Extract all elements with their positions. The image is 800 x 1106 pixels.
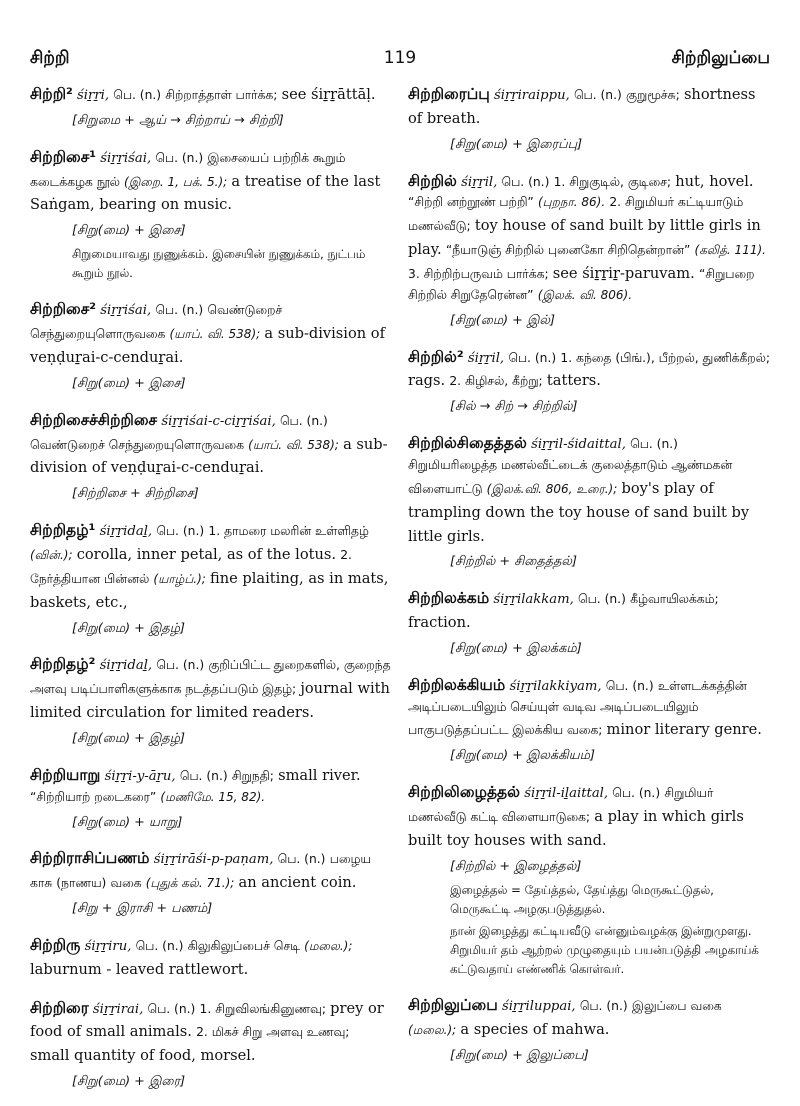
tamil-definition: 2. மிகச் சிறு அளவு உணவு; — [196, 1025, 350, 1040]
page-number: 119 — [383, 48, 417, 68]
part-of-speech: பெ. (n.) — [612, 786, 661, 801]
tamil-definition: 1. சிறுவிலங்கினுணவு; — [199, 1001, 326, 1016]
tamil-definition: 1. சிறுகுடில், குடிசை; — [553, 174, 672, 189]
source-reference: (மணிமே. 15, 82). — [160, 789, 266, 804]
tamil-definition: உள்ளடக்கத்தின் அடிப்படையிலும் செய்யுள் வடிவ அடிப்படையிலும் பாகுபடுத்தப்பட்ட இலக்கிய வகை; — [408, 678, 747, 738]
etymology: [சிறு(மை) + இலுப்பை] — [450, 1047, 589, 1063]
dictionary-entry — [408, 431, 770, 572]
right-column — [408, 82, 770, 1106]
headword: சிற்றிரு — [30, 935, 81, 954]
headword: சிற்றியாறு — [30, 765, 101, 784]
dictionary-entry — [30, 763, 392, 833]
english-definition: small quantity of food, morsel. — [30, 1047, 256, 1065]
english-definition: rags. — [408, 372, 446, 390]
transliteration: śiṟṟi-y-āṟu, — [104, 768, 176, 784]
etymology: [சிற்றிசை + சிற்றிசை] — [72, 486, 199, 502]
dictionary-entry — [30, 518, 392, 638]
etymology: [சிற்றில் + இழைத்தல்] — [450, 858, 582, 874]
headword: சிற்றில் — [408, 171, 457, 190]
tamil-definition: 2. சிறுமியர் கட்டியாடும் மணல்வீடு; — [408, 195, 744, 234]
quotation: “நீயாடுஞ் சிற்றில் புனைகோ சிறிதென்றான்” — [445, 243, 691, 258]
english-definition: boy's play of trampling down the toy house of sand built by little girls. — [408, 479, 750, 545]
headword: சிற்றிரைப்பு — [408, 85, 490, 103]
english-definition: hut, hovel. — [675, 172, 754, 190]
etymology: [சில் → சிற் → சிற்றில்] — [450, 399, 578, 415]
headword: சிற்றில்² — [408, 347, 464, 366]
tamil-definition: சிறுநதி; — [231, 768, 274, 783]
transliteration: śiṟṟil, — [467, 350, 505, 366]
dictionary-entry — [30, 297, 392, 393]
source-reference: (இலக். வி. 806). — [537, 287, 633, 302]
part-of-speech: பெ. (n.) — [578, 592, 626, 607]
dictionary-entry — [408, 586, 770, 659]
dictionary-entry — [30, 996, 392, 1092]
transliteration: śiṟṟiraippu, — [493, 88, 570, 103]
part-of-speech: பெ. (n.) — [573, 88, 622, 102]
dictionary-entry — [30, 933, 392, 982]
tamil-definition: வெண்டுறைச் செந்துறையுளொருவகை — [30, 437, 244, 452]
english-definition: a species of mahwa. — [460, 1020, 610, 1038]
source-reference: (மலை.); — [304, 938, 353, 953]
english-definition: shortness of breath. — [408, 86, 756, 127]
english-definition: a sub-division of veṇḍuṟai-c-cenduṟai. — [30, 325, 385, 367]
transliteration: śiṟṟil-iḻaittal, — [524, 786, 609, 802]
english-definition: a sub-division of veṇḍuṟai-c-cenduṟai. — [30, 435, 388, 477]
transliteration: śiṟṟiluppai, — [501, 999, 576, 1015]
headword: சிற்றிசைச்சிற்றிசை — [30, 410, 158, 429]
transliteration: śiṟṟil-śidaittal, — [531, 437, 626, 453]
usage-note: சிறுமையாவது நுணுக்கம். இசையின் நுணுக்கம், நுட்பம் கூறும் நூல். — [72, 247, 366, 281]
tamil-definition: 1. கந்தை (பிங்.), பீற்றல், துணிக்கீறல்; — [560, 350, 770, 365]
english-definition: minor literary genre. — [606, 721, 762, 739]
entry-columns — [30, 82, 770, 1106]
english-definition: corolla, inner petal, as of the lotus. — [76, 545, 337, 563]
headword: சிற்றிராசிப்பணம் — [30, 849, 150, 868]
english-definition: fine plaiting, as in mats, baskets, etc., — [30, 569, 389, 611]
source-reference: (புறநா. 86). — [537, 195, 606, 210]
etymology: [சிறு(மை) + இரை] — [72, 1074, 186, 1090]
english-definition: small river. — [278, 766, 361, 784]
etymology: [சிறு(மை) + யாறு] — [72, 814, 183, 830]
english-definition: see śiṟṟiṟ-paruvam. — [552, 264, 695, 282]
tamil-definition: கீழ்வாயிலக்கம்; — [630, 592, 719, 607]
etymology: [சிறு(மை) + இசை] — [72, 375, 186, 391]
quotation: “சிற்றியாற் றடைகரை” — [30, 789, 157, 804]
source-reference: (கலித். 111). — [694, 243, 766, 258]
transliteration: śiṟṟilakkiyam, — [509, 678, 602, 694]
part-of-speech: பெ. (n.) — [277, 852, 326, 867]
part-of-speech: பெ. (n.) — [605, 678, 654, 693]
english-definition: see śiṟṟāttāḷ. — [281, 86, 376, 103]
source-reference: (மலை.); — [408, 1022, 457, 1037]
source-reference: (யாழ்ப்.); — [153, 571, 206, 586]
headword: சிற்றிதழ்² — [30, 655, 96, 674]
english-definition: a play in which girls built toy houses with sand. — [408, 808, 744, 849]
transliteration: śiṟṟil, — [461, 174, 498, 190]
transliteration: śiṟṟirāśi-p-paṇam, — [153, 852, 274, 868]
source-reference: (புதுக் கல். 71.); — [145, 876, 235, 891]
tamil-definition: கிலுகிலுப்பைச் செடி — [187, 938, 300, 953]
part-of-speech: பெ. (n.) — [179, 768, 228, 783]
headword: சிற்றிசை² — [30, 300, 97, 319]
part-of-speech: பெ. (n.) — [279, 413, 328, 428]
dictionary-entry — [30, 145, 392, 284]
running-head-first-word: சிற்றி — [30, 48, 70, 68]
etymology: [சிறு(மை) + இல்] — [450, 312, 556, 328]
english-definition: tatters. — [546, 372, 601, 390]
headword: சிற்றிரை — [30, 998, 89, 1017]
running-head — [30, 42, 770, 82]
etymology: [சிறு + இராசி + பணம்] — [72, 901, 213, 917]
transliteration: śiṟṟilakkam, — [493, 592, 574, 608]
headword: சிற்றி² — [30, 85, 73, 103]
source-reference: (யாப். வி. 538); — [169, 327, 261, 342]
source-reference: (யாப். வி. 538); — [248, 437, 339, 452]
tamil-definition: 3. சிற்றிற்பருவம் பார்க்க; — [408, 266, 549, 281]
tamil-definition: 2. நேர்த்தியான பின்னல் — [30, 547, 352, 586]
part-of-speech: பெ. (n.) — [113, 88, 162, 102]
running-head-last-word: சிற்றிலுப்பை — [671, 48, 770, 68]
headword: சிற்றில்சிதைத்தல் — [408, 434, 527, 453]
dictionary-entry — [408, 993, 770, 1066]
part-of-speech: பெ. (n.) — [579, 999, 628, 1014]
transliteration: śiṟṟiśai, — [100, 303, 152, 319]
english-definition: laburnum - leaved rattlewort. — [30, 960, 249, 978]
transliteration: śiṟṟi, — [77, 88, 110, 103]
english-definition: a treatise of the last Saṅgam, bearing on music. — [30, 172, 381, 214]
transliteration: śiṟṟirai, — [92, 1001, 144, 1017]
part-of-speech: பெ. (n.) — [155, 303, 204, 318]
headword: சிற்றிலுப்பை — [408, 996, 498, 1015]
tamil-definition: பழைய காசு (நாணய) வகை — [30, 852, 371, 891]
tamil-definition: சிற்றாத்தாள் பார்க்க; — [165, 88, 278, 102]
english-definition: journal with limited circulation for limited readers. — [30, 680, 390, 722]
dictionary-entry — [30, 652, 392, 748]
dictionary-entry — [408, 345, 770, 418]
tamil-definition: 2. கிழிசல், கீற்று; — [449, 374, 543, 389]
dictionary-entry — [408, 82, 770, 155]
tamil-definition: குறிப்பிட்ட துறைகளில், குறைந்த அளவு படிப்பாளிகளுக்காக நடத்தப்படும் இதழ்; — [30, 658, 391, 697]
english-definition: fraction. — [408, 614, 471, 632]
source-reference: (இலக்.வி. 806, உரை.); — [486, 481, 618, 496]
part-of-speech: பெ. (n.) — [147, 1001, 196, 1016]
etymology: [சிறு(மை) + இலக்கம்] — [450, 640, 582, 656]
tamil-definition: வெண்டுறைச் செந்துறையுளொருவகை — [30, 303, 283, 342]
dictionary-entry — [408, 169, 770, 331]
dictionary-entry — [408, 780, 770, 979]
headword: சிற்றிசை¹ — [30, 147, 97, 166]
tamil-definition: சிறுமியர் மணல்வீடு கட்டி விளையாடுகை; — [408, 786, 714, 825]
source-reference: (வின்.); — [30, 547, 73, 562]
tamil-definition: 1. தாமரை மலரின் உள்ளிதழ் — [208, 524, 369, 539]
transliteration: śiṟṟidaḻ, — [99, 524, 153, 540]
part-of-speech: பெ. (n.) — [155, 150, 204, 165]
etymology: [சிறு(மை) + இதழ்] — [72, 620, 186, 636]
headword: சிற்றிலிழைத்தல் — [408, 783, 521, 802]
tamil-definition: இலுப்பை வகை — [631, 999, 722, 1014]
quotation: “சிறுபறை சிற்றில் சிறுதேரென்ன” — [408, 266, 755, 302]
headword: சிற்றிலக்கம் — [408, 589, 490, 608]
part-of-speech: பெ. (n.) — [156, 658, 205, 673]
tamil-definition: குறுமூச்சு; — [626, 88, 680, 102]
etymology: [சிறுமை + ஆய் → சிற்றாய் → சிற்றி] — [72, 112, 284, 128]
source-reference: (இறை. 1, பக். 5.); — [124, 174, 228, 189]
headword: சிற்றிதழ்¹ — [30, 521, 96, 540]
tamil-definition: சிறுமியரிழைத்த மணல்வீட்டைக் குலைத்தாடும் ஆண்மகன் விளையாட்டு — [408, 457, 733, 496]
dictionary-entry — [408, 673, 770, 766]
etymology: [சிறு(மை) + இசை] — [72, 223, 186, 239]
part-of-speech: பெ. (n.) — [156, 524, 205, 539]
tamil-definition: இசையைப் பற்றிக் கூறும் கடைக்கழக நூல் — [30, 150, 346, 189]
english-definition: toy house of sand built by little girls in play. — [408, 217, 761, 259]
etymology: [சிறு(மை) + இதழ்] — [72, 730, 186, 746]
usage-note: நான் இழைத்து கட்டியவீடு என்னும்வழக்கு இன்றுமுளது. சிறுமியர் தம் ஆற்றல் முழுதையும் பயன்படுத்தி அழகாய்க் கட்டுவதாய் எண்ணிக் கொள்வர். — [450, 923, 759, 976]
part-of-speech: பெ. (n.) — [501, 174, 550, 189]
transliteration: śiṟṟiśai, — [100, 150, 152, 166]
dictionary-entry — [30, 82, 392, 131]
etymology: [சிறு(மை) + இலக்கியம்] — [450, 748, 595, 764]
quotation: “சிற்றி னற்றூண் பற்றி” — [408, 195, 534, 210]
part-of-speech: பெ. (n.) — [135, 938, 184, 953]
dictionary-entry — [30, 846, 392, 919]
transliteration: śiṟṟiśai-c-ciṟṟiśai, — [161, 413, 276, 429]
usage-note: இழைத்தல் = தேய்த்தல், தேய்த்து மெருகூட்டுதல், மெருகூட்டி அழகுபடுத்துதல். — [450, 882, 714, 916]
part-of-speech: பெ. (n.) — [508, 350, 557, 365]
transliteration: śiṟṟiru, — [84, 938, 132, 954]
part-of-speech: பெ. (n.) — [630, 437, 678, 452]
etymology: [சிற்றில் + சிதைத்தல்] — [450, 554, 577, 570]
transliteration: śiṟṟidaḻ, — [99, 658, 153, 674]
left-column — [30, 82, 392, 1106]
headword: சிற்றிலக்கியம் — [408, 675, 506, 694]
english-definition: an ancient coin. — [238, 874, 357, 892]
etymology: [சிறு(மை) + இரைப்பு] — [450, 136, 583, 152]
english-definition: prey or food of small animals. — [30, 999, 384, 1041]
dictionary-entry — [30, 408, 392, 504]
